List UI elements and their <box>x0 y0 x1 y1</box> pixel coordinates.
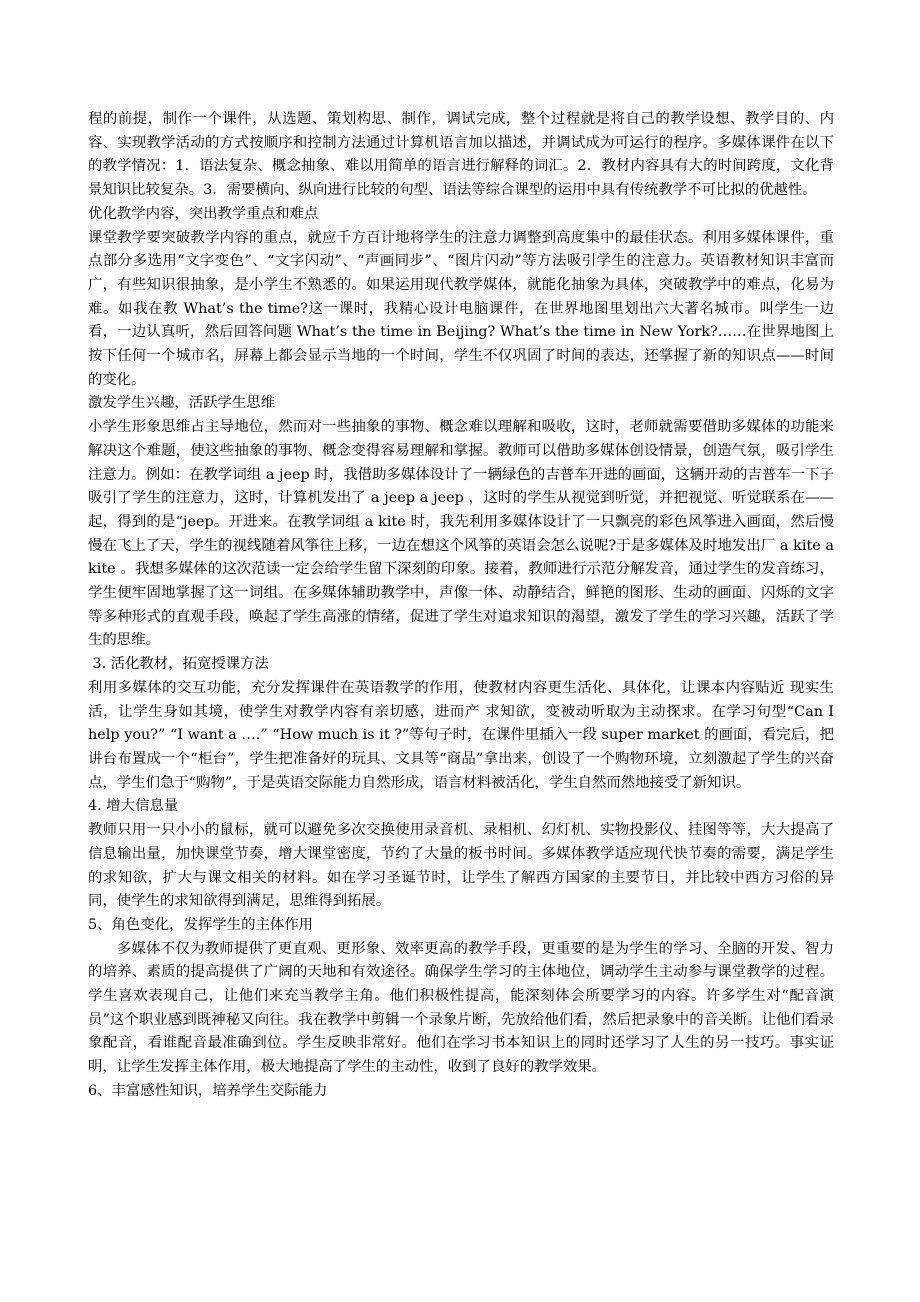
paragraph-stimulate-interest: 小学生形象思维占主导地位，然而对一些抽象的事物、概念难以理解和吸收，这时，老师就需要借助多媒体的功能来解决这个难题，使这些抽象的事物、概念变得容易理解和掌握。教师可以借助多媒体创设情景，创造气氛，吸引学生注意力。例如：在教学词组 a jeep 时，我借助多媒体设计了一辆绿色的吉普车开进的画面，这辆开动的吉普车一下子吸引了学生的注意力，这时，计算机发出了 a jeep a jeep ，这时的学生从视觉到听觉，并把视觉、听觉联系在——起，得到的是“jeep。开进来。在教学词组 a kite 时，我先利用多媒体设计了一只飘亮的彩色风筝进入画面，然后慢慢在飞上了天，学生的视线随着风筝往上移，一边在想这个风筝的英语会怎么说呢?于是多媒体及时地发出厂 a kite a kite 。我想多媒体的这次范读一定会给学生留下深刻的印象。接着，教师进行示范分解发音，通过学生的发音练习，学生便牢固地掌握了这一词组。在多媒体辅助教学中，声像一体、动静结合，鲜艳的图形、生动的画面、闪烁的文字等多种形式的直观手段，唤起了学生高涨的情绪，促进了学生对追求知识的渴望，激发了学生的学习兴趣，活跃了学生的思维。 <box>88 419 834 649</box>
heading-activate-materials: 3. 活化教材，拓宽授课方法 <box>92 656 269 673</box>
paragraph-role-change: 多媒体不仅为教师提供了更直观、更形象、效率更高的教学手段，更重要的是为学生的学习、全脑的开发、智力的培养、素质的提高提供了广阔的天地和有效途径。确保学生学习的主体地位，调动学生主动参与课堂教学的过程。学生喜欢表现自己，让他们来充当教学主角。他们积极性提高，能深刻体会所要学习的内容。许多学生对“配音演员”这个职业感到既神秘又向往。我在教学中剪辑一个录象片断，先放给他们看，然后把录象中的音关断。让他们看录象配音，看谁配音最准确到位。学生反映非常好。他们在学习书本知识上的同时还学习了人生的另一技巧。事实证明，让学生发挥主体作用，极大地提高了学生的主动性，收到了良好的教学效果。 <box>88 940 834 1076</box>
paragraph-intro: 程的前提，制作一个课件，从选题、策划构思、制作，调试完成，整个过程就是将自己的教学设想、教学目的、内容、实现教学活动的方式按顺序和控制方法通过计算机语言加以描述，并调试成为可运行的程序。多媒体课件在以下的教学情况：1．语法复杂、概念抽象、难以用简单的语言进行解释的词汇。2．教材内容具有大的时间跨度，文化背景知识比较复杂。3．需要横向、纵向进行比较的句型、语法等综合课型的运用中具有传统教学不可比拟的优越性。 <box>88 111 834 199</box>
heading-stimulate-interest: 激发学生兴趣，活跃学生思维 <box>88 395 276 412</box>
heading-increase-info: 4. 增大信息量 <box>88 798 179 815</box>
paragraph-optimize-content: 课堂教学要突破教学内容的重点，就应千方百计地将学生的注意力调整到高度集中的最佳状态。利用多媒体课件，重点部分多选用“文字变色”、“文字闪动”、“声画同步”、“图片闪动”等方法吸引学生的注意力。英语教材知识丰富而广，有些知识很抽象，是小学生不熟悉的。如果运用现代教学媒体，就能化抽象为具体，突破教学中的难点，化易为难。如我在教 What’s the time?这一课时，我精心设计电脑课件，在世界地图里划出六大著名城市。叫学生一边看，一边认真听，然后回答问题 What’s the time in Beijing? What’s the time in New York?……在世界地图上按下任何一个城市名，屏幕上都会显示当地的一个时间，学生不仅巩固了时间的表达，还掌握了新的知识点——时间的变化。 <box>88 229 834 388</box>
heading-perceptual-knowledge: 6、丰富感性知识，培养学生交际能力 <box>88 1082 328 1099</box>
paragraph-activate-materials: 利用多媒体的交互功能，充分发挥课件在英语教学的作用，使教材内容更生活化、具体化，让课本内容贴近 现实生活，让学生身如其境，使学生对教学内容有亲切感，进而产 求知欲，变被动听取为主动探求。在学习句型“Can I help you?” “I want a ….” “How much is it ?”等句子时，在课件里插入一段 super market 的画面，看完后，把讲台布置成一个“柜台”，学生把准备好的玩具、文具等“商品”拿出来，创设了一个购物环境，立刻激起了学生的兴奋点，学生们急于“购物”，于是英语交际能力自然形成，语言材料被活化，学生自然而然地接受了新知识。 <box>88 679 834 791</box>
heading-role-change: 5、角色变化，发挥学生的主体作用 <box>88 916 314 933</box>
paragraph-increase-info: 教师只用一只小小的鼠标，就可以避免多次交换使用录音机、录相机、幻灯机、实物投影仪、挂图等等，大大提高了信息输出量，加快课堂节奏，增大课堂密度，节约了大量的板书时间。多媒体教学适应现代快节奏的需要，满足学生的求知欲，扩大与课文相关的材料。如在学习圣诞节时，让学生了解西方国家的主要节日，并比较中西方习俗的异同，使学生的求知欲得到满足，思维得到拓展。 <box>88 822 834 910</box>
heading-optimize-content: 优化教学内容，突出教学重点和难点 <box>88 205 319 222</box>
